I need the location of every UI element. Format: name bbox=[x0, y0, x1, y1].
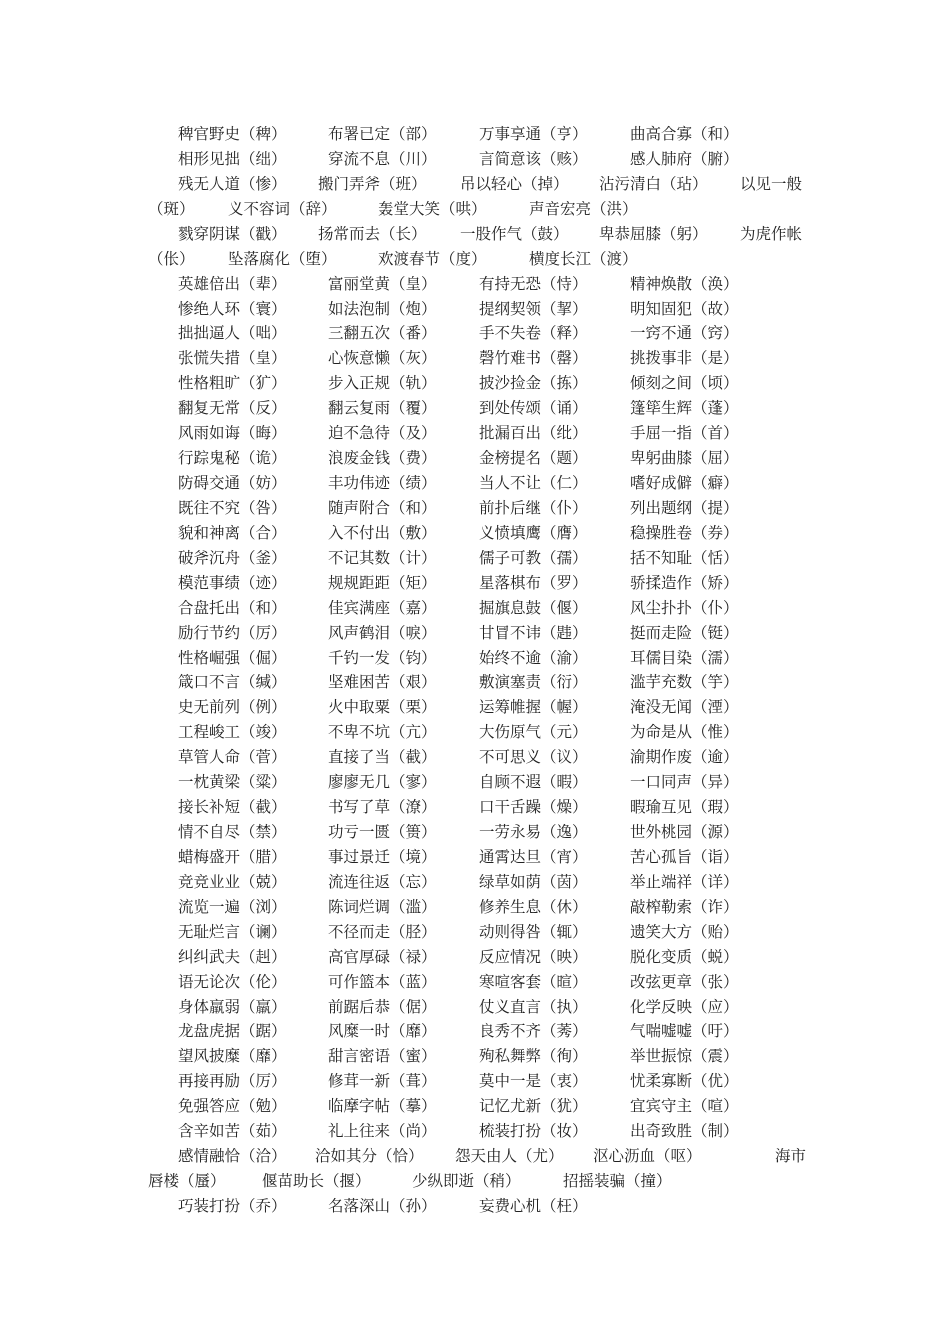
idiom-entry: 殉私舞弊（徇） bbox=[479, 1047, 588, 1066]
text-line bbox=[0, 1144, 950, 1169]
text-line bbox=[0, 247, 950, 272]
idiom-entry: 无耻烂言（谰） bbox=[178, 922, 287, 941]
idiom-entry: 三翻五次（番） bbox=[328, 324, 437, 343]
idiom-entry: 陈词烂调（滥） bbox=[328, 897, 437, 916]
idiom-entry: 磬竹难书（罄） bbox=[479, 349, 588, 368]
text-line bbox=[0, 222, 950, 247]
idiom-entry: 临摩字帖（摹） bbox=[328, 1097, 437, 1116]
idiom-entry: 龙盘虎据（踞） bbox=[178, 1022, 287, 1041]
idiom-entry: 义不容词（辞） bbox=[228, 199, 337, 218]
idiom-entry: 一口同声（异） bbox=[630, 773, 739, 792]
text-line bbox=[0, 920, 950, 945]
idiom-entry: 少纵即逝（稍） bbox=[412, 1172, 521, 1191]
idiom-entry: 翻复无常（反） bbox=[178, 399, 287, 418]
idiom-entry: 为虎作帐 bbox=[740, 224, 803, 243]
idiom-entry: 草管人命（菅） bbox=[178, 748, 287, 767]
idiom-entry: 性格粗旷（犷） bbox=[178, 374, 287, 393]
text-line bbox=[0, 1119, 950, 1144]
text-line bbox=[0, 197, 950, 222]
idiom-entry: 入不付出（敷） bbox=[328, 523, 437, 542]
idiom-entry: 一劳永易（逸） bbox=[479, 823, 588, 842]
text-line bbox=[0, 670, 950, 695]
idiom-entry: 功亏一匮（篑） bbox=[328, 823, 437, 842]
text-line bbox=[0, 1044, 950, 1069]
idiom-entry: 貌和神离（合） bbox=[178, 523, 287, 542]
text-line bbox=[0, 446, 950, 471]
text-line bbox=[0, 421, 950, 446]
idiom-entry: 梳装打扮（妆） bbox=[479, 1122, 588, 1141]
idiom-entry: 修养生息（休） bbox=[479, 897, 588, 916]
idiom-entry: 感情融恰（洽） bbox=[178, 1147, 287, 1166]
text-line bbox=[0, 471, 950, 496]
text-line bbox=[0, 895, 950, 920]
idiom-entry: 卑躬曲膝（屈） bbox=[630, 449, 739, 468]
idiom-entry: 寒喧客套（暄） bbox=[479, 972, 588, 991]
idiom-entry: 化学反映（应） bbox=[630, 997, 739, 1016]
idiom-entry: 含辛如苦（茹） bbox=[178, 1122, 287, 1141]
text-line bbox=[0, 1019, 950, 1044]
idiom-entry: 穿流不息（川） bbox=[328, 149, 437, 168]
idiom-entry: 步入正规（轨） bbox=[328, 374, 437, 393]
idiom-entry: 妄费心机（枉） bbox=[479, 1196, 588, 1215]
idiom-entry: 为命是从（惟） bbox=[630, 723, 739, 742]
idiom-entry: 如法泡制（炮） bbox=[328, 299, 437, 318]
idiom-entry: 再接再励（厉） bbox=[178, 1072, 287, 1091]
idiom-entry: 布署已定（部） bbox=[328, 125, 437, 143]
idiom-entry: 遗笑大方（贻） bbox=[630, 922, 739, 941]
idiom-entry: 海市 bbox=[775, 1147, 807, 1166]
text-line bbox=[0, 321, 950, 346]
idiom-entry: 望风披糜（靡） bbox=[178, 1047, 287, 1066]
idiom-entry: 感人肺府（腑） bbox=[630, 149, 739, 168]
idiom-entry: 廖廖无几（寥） bbox=[328, 773, 437, 792]
idiom-entry: 接长补短（截） bbox=[178, 798, 287, 817]
idiom-entry: 渝期作废（逾） bbox=[630, 748, 739, 767]
idiom-entry: 有持无恐（恃） bbox=[479, 274, 588, 293]
idiom-entry: 嗜好成僻（癖） bbox=[630, 474, 739, 493]
idiom-entry: 可作篮本（蓝） bbox=[328, 972, 437, 991]
text-line bbox=[0, 795, 950, 820]
idiom-entry: 箴口不言（缄） bbox=[178, 673, 287, 692]
idiom-entry: 迫不急待（及） bbox=[328, 424, 437, 443]
idiom-entry: 倾刻之间（顷） bbox=[630, 374, 739, 393]
idiom-entry: 风雨如诲（晦） bbox=[178, 424, 287, 443]
idiom-entry: 不径而走（胫） bbox=[328, 922, 437, 941]
idiom-entry: 宜宾守主（喧） bbox=[630, 1097, 739, 1116]
idiom-entry: 流览一遍（浏） bbox=[178, 897, 287, 916]
idiom-entry: 浪废金钱（费） bbox=[328, 449, 437, 468]
text-line bbox=[0, 297, 950, 322]
idiom-entry: 当人不让（仁） bbox=[479, 474, 588, 493]
idiom-entry: 沾污清白（玷） bbox=[599, 174, 708, 193]
idiom-entry: 规规距距（矩） bbox=[328, 573, 437, 592]
idiom-entry: 手不失卷（释） bbox=[479, 324, 588, 343]
idiom-entry: 既往不究（咎） bbox=[178, 498, 287, 517]
idiom-entry: 怨天由人（尤） bbox=[455, 1147, 564, 1166]
idiom-entry: 耳儒目染（濡） bbox=[630, 648, 739, 667]
idiom-entry: 佳宾满座（嘉） bbox=[328, 598, 437, 617]
idiom-entry: 防碍交通（妨） bbox=[178, 474, 287, 493]
idiom-entry: 莫中一是（衷） bbox=[479, 1072, 588, 1091]
idiom-entry: 吊以轻心（掉） bbox=[460, 174, 569, 193]
idiom-entry: 脱化变质（蜕） bbox=[630, 947, 739, 966]
idiom-entry: 敷演塞责（衍） bbox=[479, 673, 588, 692]
text-line bbox=[0, 770, 950, 795]
text-line bbox=[0, 122, 950, 147]
idiom-entry: 合盘托出（和） bbox=[178, 598, 287, 617]
idiom-entry: 口干舌躁（燥） bbox=[479, 798, 588, 817]
idiom-entry: 甜言密语（蜜） bbox=[328, 1047, 437, 1066]
idiom-entry: 破斧沉舟（釜） bbox=[178, 548, 287, 567]
idiom-entry: 卑恭屈膝（躬） bbox=[599, 224, 708, 243]
idiom-entry: 批漏百出（纰） bbox=[479, 424, 588, 443]
idiom-entry: 戮穿阴谋（戳） bbox=[178, 224, 287, 243]
text-line bbox=[0, 1094, 950, 1119]
idiom-entry: 稗官野史（稗） bbox=[178, 125, 287, 143]
idiom-entry: 风尘扑扑（仆） bbox=[630, 598, 739, 617]
idiom-entry: 修茸一新（葺） bbox=[328, 1072, 437, 1091]
text-line bbox=[0, 172, 950, 197]
text-line bbox=[0, 346, 950, 371]
idiom-entry: 苦心孤旨（诣） bbox=[630, 847, 739, 866]
idiom-entry: 张慌失措（皇） bbox=[178, 349, 287, 368]
idiom-entry: 世外桃园（源） bbox=[630, 823, 739, 842]
text-line bbox=[0, 272, 950, 297]
idiom-entry: 儒子可教（孺） bbox=[479, 548, 588, 567]
idiom-entry: 模范事绩（迹） bbox=[178, 573, 287, 592]
idiom-entry: 改弦更章（张） bbox=[630, 972, 739, 991]
idiom-entry: 工程峻工（竣） bbox=[178, 723, 287, 742]
idiom-entry: 绿草如荫（茵） bbox=[479, 872, 588, 891]
text-line bbox=[0, 995, 950, 1020]
idiom-entry: 纠纠武夫（赳） bbox=[178, 947, 287, 966]
idiom-entry: 良秀不齐（莠） bbox=[479, 1022, 588, 1041]
idiom-entry: 横度长江（渡） bbox=[529, 249, 638, 268]
idiom-entry: 扬常而去（长） bbox=[318, 224, 427, 243]
idiom-entry: 挺而走险（铤） bbox=[630, 623, 739, 642]
idiom-entry: 行踪鬼秘（诡） bbox=[178, 449, 287, 468]
text-line bbox=[0, 396, 950, 421]
idiom-entry: 声音宏亮（洪） bbox=[529, 199, 638, 218]
idiom-entry: 坚难困苦（艰） bbox=[328, 673, 437, 692]
idiom-entry: 明知固犯（故） bbox=[630, 299, 739, 318]
idiom-entry: 相形见拙（绌） bbox=[178, 149, 287, 168]
idiom-entry: 名落深山（孙） bbox=[328, 1196, 437, 1215]
idiom-entry: 事过景迁（境） bbox=[328, 847, 437, 866]
idiom-entry: 随声附合（和） bbox=[328, 498, 437, 517]
idiom-entry: 风声鹤泪（唳） bbox=[328, 623, 437, 642]
idiom-entry: 手屈一指（首） bbox=[630, 424, 739, 443]
idiom-entry: 举世振惊（震） bbox=[630, 1047, 739, 1066]
idiom-entry: 大伤原气（元） bbox=[479, 723, 588, 742]
idiom-entry: 出奇致胜（制） bbox=[630, 1122, 739, 1141]
idiom-entry: 火中取粟（栗） bbox=[328, 698, 437, 717]
text-line bbox=[0, 521, 950, 546]
idiom-entry: 轰堂大笑（哄） bbox=[378, 199, 487, 218]
idiom-entry: 忧柔寡断（优） bbox=[630, 1072, 739, 1091]
idiom-entry: 提纲契领（挈） bbox=[479, 299, 588, 318]
idiom-entry: 不记其数（计） bbox=[328, 548, 437, 567]
idiom-entry: 富丽堂黄（皇） bbox=[328, 274, 437, 293]
idiom-entry: 残无人道（惨） bbox=[178, 174, 287, 193]
idiom-entry: 蜡梅盛开（腊） bbox=[178, 847, 287, 866]
idiom-entry: 举止端祥（详） bbox=[630, 872, 739, 891]
idiom-entry: 披沙捡金（拣） bbox=[479, 374, 588, 393]
idiom-entry: 稳操胜卷（券） bbox=[630, 523, 739, 542]
idiom-entry: 身体羸弱（羸） bbox=[178, 997, 287, 1016]
text-line bbox=[0, 695, 950, 720]
idiom-entry: 搬门弄斧（班） bbox=[318, 174, 427, 193]
idiom-entry: 巧装打扮（乔） bbox=[178, 1196, 287, 1215]
idiom-entry: 礼上往来（尚） bbox=[328, 1122, 437, 1141]
idiom-entry: 气喘嘘嘘（吁） bbox=[630, 1022, 739, 1041]
text-line bbox=[0, 1194, 950, 1219]
text-line bbox=[0, 870, 950, 895]
text-line bbox=[0, 845, 950, 870]
text-line bbox=[0, 745, 950, 770]
idiom-entry: 欢渡春节（度） bbox=[378, 249, 487, 268]
idiom-entry: 一窍不通（窍） bbox=[630, 324, 739, 343]
idiom-entry: 招摇装骗（撞） bbox=[563, 1172, 672, 1191]
idiom-entry: 风糜一时（靡） bbox=[328, 1022, 437, 1041]
text-line bbox=[0, 720, 950, 745]
idiom-entry: 洽如其分（恰） bbox=[315, 1147, 424, 1166]
idiom-entry: 始终不逾（渝） bbox=[479, 648, 588, 667]
idiom-entry: 曲高合寡（和） bbox=[630, 125, 739, 143]
idiom-entry: 性格崛强（倔） bbox=[178, 648, 287, 667]
idiom-entry: 淹没无闻（湮） bbox=[630, 698, 739, 717]
idiom-entry: 不卑不坑（亢） bbox=[328, 723, 437, 742]
text-line bbox=[0, 945, 950, 970]
idiom-entry: 唇楼（蜃） bbox=[148, 1172, 226, 1191]
idiom-entry: 前踞后恭（倨） bbox=[328, 997, 437, 1016]
idiom-entry: 运筹帷握（幄） bbox=[479, 698, 588, 717]
idiom-entry: 义愤填鹰（膺） bbox=[479, 523, 588, 542]
idiom-entry: 一股作气（鼓） bbox=[460, 224, 569, 243]
text-line bbox=[0, 496, 950, 521]
idiom-entry: 反应情况（映） bbox=[479, 947, 588, 966]
idiom-entry: 精神焕散（涣） bbox=[630, 274, 739, 293]
idiom-entry: 千钓一发（钧） bbox=[328, 648, 437, 667]
text-line bbox=[0, 820, 950, 845]
idiom-entry: 竞竞业业（兢） bbox=[178, 872, 287, 891]
idiom-entry: 挑拨事非（是） bbox=[630, 349, 739, 368]
idiom-entry: 骄揉造作（矫） bbox=[630, 573, 739, 592]
idiom-entry: 免强答应（勉） bbox=[178, 1097, 287, 1116]
idiom-entry: 丰功伟迹（绩） bbox=[328, 474, 437, 493]
text-line bbox=[0, 646, 950, 671]
idiom-entry: 通霄达旦（宵） bbox=[479, 847, 588, 866]
text-line bbox=[0, 571, 950, 596]
idiom-entry: 语无论次（伦） bbox=[178, 972, 287, 991]
text-line bbox=[0, 970, 950, 995]
idiom-entry: 记忆尤新（犹） bbox=[479, 1097, 588, 1116]
idiom-entry: 篷筚生辉（蓬） bbox=[630, 399, 739, 418]
idiom-entry: 励行节约（厉） bbox=[178, 623, 287, 642]
idiom-entry: 不可思义（议） bbox=[479, 748, 588, 767]
text-line bbox=[0, 596, 950, 621]
idiom-entry: 情不自尽（禁） bbox=[178, 823, 287, 842]
idiom-entry: 言简意该（赅） bbox=[479, 149, 588, 168]
idiom-entry: 高官厚碌（禄） bbox=[328, 947, 437, 966]
idiom-entry: 自顾不遐（暇） bbox=[479, 773, 588, 792]
idiom-entry: 惨绝人环（寰） bbox=[178, 299, 287, 318]
text-line bbox=[0, 1069, 950, 1094]
text-line bbox=[0, 546, 950, 571]
idiom-entry: （伥） bbox=[148, 249, 195, 268]
idiom-entry: 心恢意懒（灰） bbox=[328, 349, 437, 368]
idiom-entry: 偃苗助长（揠） bbox=[262, 1172, 371, 1191]
idiom-entry: 星落棋布（罗） bbox=[479, 573, 588, 592]
idiom-entry: 直接了当（截） bbox=[328, 748, 437, 767]
idiom-entry: 万事享通（亨） bbox=[479, 125, 588, 143]
idiom-entry: 以见一般 bbox=[740, 174, 803, 193]
idiom-entry: 暇瑜互见（瑕） bbox=[630, 798, 739, 817]
idiom-entry: 滥芋充数（竽） bbox=[630, 673, 739, 692]
idiom-entry: 沤心沥血（呕） bbox=[593, 1147, 702, 1166]
idiom-entry: 掘旗息鼓（偃） bbox=[479, 598, 588, 617]
text-line bbox=[0, 1169, 950, 1194]
idiom-entry: 敲榨勒索（诈） bbox=[630, 897, 739, 916]
idiom-entry: 仗义直言（执） bbox=[479, 997, 588, 1016]
text-line bbox=[0, 147, 950, 172]
idiom-entry: （斑） bbox=[148, 199, 195, 218]
idiom-entry: 翻云复雨（覆） bbox=[328, 399, 437, 418]
idiom-entry: 括不知耻（恬） bbox=[630, 548, 739, 567]
idiom-entry: 坠落腐化（堕） bbox=[228, 249, 337, 268]
idiom-entry: 前扑后继（仆） bbox=[479, 498, 588, 517]
idiom-entry: 甘冒不讳（韪） bbox=[479, 623, 588, 642]
idiom-entry: 拙拙逼人（咄） bbox=[178, 324, 287, 343]
idiom-entry: 动则得咎（辄） bbox=[479, 922, 588, 941]
idiom-entry: 金榜提名（题） bbox=[479, 449, 588, 468]
idiom-entry: 英雄倍出（辈） bbox=[178, 274, 287, 293]
text-line bbox=[0, 371, 950, 396]
idiom-entry: 流连往返（忘） bbox=[328, 872, 437, 891]
idiom-entry: 书写了草（潦） bbox=[328, 798, 437, 817]
idiom-entry: 一枕黄梁（粱） bbox=[178, 773, 287, 792]
idiom-entry: 到处传颂（诵） bbox=[479, 399, 588, 418]
text-line bbox=[0, 621, 950, 646]
idiom-entry: 列出题纲（提） bbox=[630, 498, 739, 517]
idiom-entry: 史无前列（例） bbox=[178, 698, 287, 717]
